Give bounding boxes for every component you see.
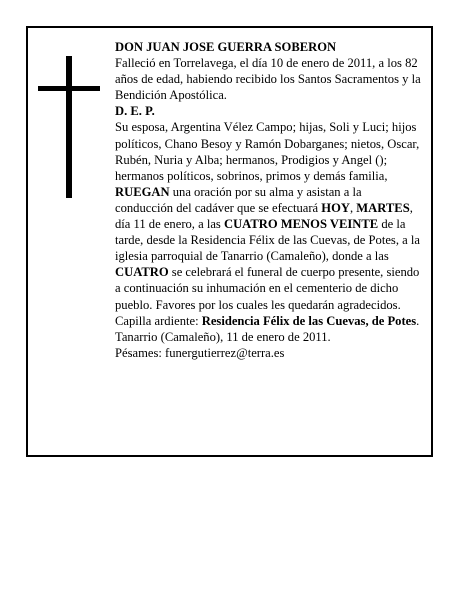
request-text-2: , día 11 de enero, a las (115, 200, 413, 232)
departure-time: CUATRO MENOS VEINTE (223, 217, 379, 232)
funeral-request (115, 184, 421, 329)
request-text-3: de la tarde, desde la Residencia Félix de las Cuevas, de Potes, a la iglesia parroquial de Tanarrio (Camaleño), donde a las (115, 217, 420, 264)
request-period: . (416, 313, 420, 328)
request-text-4: se celebrará el funeral de cuerpo presente, siendo a continuación su inhumación en el cementerio de dicho pueblo. Favores por los cuales les quedarán agradecidos. Capilla ardiente: (115, 265, 420, 328)
place-date: Tanarrio (Camaleño), 11 de enero de 2011. (115, 329, 331, 344)
death-info: Falleció en Torrelavega, el día 10 de enero de 2011, a los 82 años de edad, habiendo recibido los Santos Sacramentos y la Bendición Apostólica. (115, 56, 421, 103)
chapel-location: Residencia Félix de las Cuevas, de Potes (201, 313, 417, 328)
obituary-notice (26, 26, 433, 457)
dep-line: D. E. P. (115, 104, 155, 119)
cross-vertical-bar (66, 56, 72, 198)
request-comma: , (349, 200, 357, 215)
notice-text (115, 39, 421, 361)
cross-horizontal-bar (38, 86, 100, 91)
ruegan-word: RUEGAN (115, 184, 170, 199)
hoy-word: HOY (321, 200, 350, 215)
family-list: Su esposa, Argentina Vélez Campo; hijas, Soli y Luci; hijos políticos, Chano Besoy y Ramón Dobarganes; nietos, Oscar, Rubén, Nuria y Alba; hermanos, Prodigios y Angel (); hermanos políticos, sobrinos, primos y demás familia, (115, 120, 420, 183)
martes-word: MARTES (356, 200, 410, 215)
condolences-contact: Pésames: funergutierrez@terra.es (115, 345, 285, 360)
cross-icon (38, 56, 100, 198)
request-text-1: una oración por su alma y asistan a la conducción del cadáver que se efectuará (115, 184, 362, 215)
funeral-time: CUATRO (115, 265, 169, 280)
deceased-name: DON JUAN JOSE GUERRA SOBERON (115, 40, 337, 54)
